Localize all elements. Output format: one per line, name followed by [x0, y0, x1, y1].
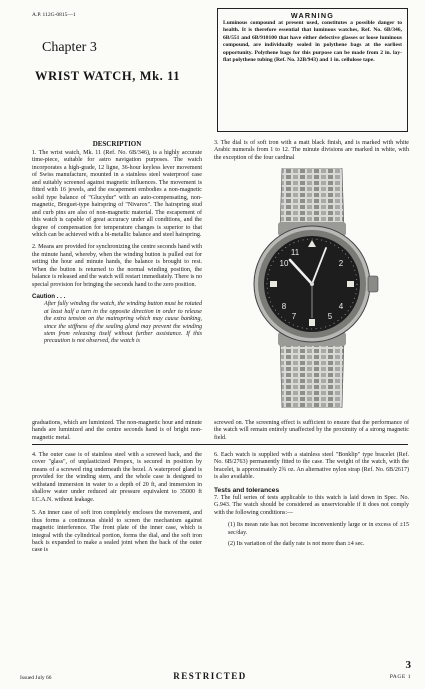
dial-numeral-5: 5	[327, 312, 333, 321]
warning-box	[217, 8, 408, 132]
paragraph-5-continued: screwed on. The screening effect is sufficient to ensure that the performance of the watch will remain entirely unaffected by the proximity of a strong magnetic field.	[214, 420, 409, 441]
paragraph-1: 1. The wrist watch, Mk. 11 (Ref. No. 6B/346), is a highly accurate time-piece, suitable for astro navigation purposes. The watch incorporates a high-grade, 12 ligne, 36-hour keyless lever movement of Swiss manufacture, mounted in a stainless steel waterproof case and suitably screened against magnetic influences. The movement is fitted with 16 jewels, and the escapement embodies a non-magnetic solid type balance of "Glucydur" with an auto-compensating, non-magnetic, Breguet-type hairspring of "Nivarox". The hairspring stud and curb pins are also of non-magnetic material. The escapement of this watch is capable of great accuracy under all conditions, and the degree of compensation for temperature changes is superior to that which can be achieved with a bi-metallic balance and steel hairspring.	[32, 150, 202, 238]
classification-marking: RESTRICTED	[173, 671, 247, 681]
paragraph-6: 6. Each watch is supplied with a stainless steel "Bonklip" type bracelet (Ref. No. 6B/2763) permanently fitted to the case. The weight of the watch, with the bracelet, is approximately 2¾ oz. An alternative nylon strap (Ref. No. 6B/2617) is also available.	[214, 452, 409, 481]
paragraph-3-continued: graduations, which are luminized. The non-magnetic hour and minute hands are luminized and the centre seconds hand is of bright non-magnetic metal.	[32, 420, 202, 441]
dial-numeral-8: 8	[281, 302, 287, 311]
paragraph-5: 5. An inner case of soft iron completely encloses the movement, and thus forms a continuous shield to screen the mechanism against magnetic interference. The front plate of the inner case, which is integral with the cylindrical portion, forms the dial, and the soft iron back is expanded to make a sealed joint when the back of the outer case is	[32, 510, 202, 554]
paragraph-3: 3. The dial is of soft iron with a matt black finish, and is marked with white Arabic numerals from 1 to 12. The minute divisions are marked in white, with the exception of the four cardinal	[214, 140, 409, 161]
dial-numeral-10: 10	[279, 259, 289, 268]
lower-right-column	[214, 452, 409, 549]
dial-numeral-4: 4	[338, 302, 344, 311]
dial-numeral-2: 2	[338, 259, 344, 268]
dial-numeral-11: 11	[290, 248, 300, 257]
page-label: PAGE 1	[389, 674, 411, 680]
caution-heading: Caution . . .	[32, 293, 66, 301]
right-column	[214, 140, 409, 162]
continuation-left	[32, 420, 202, 442]
caution-text: After fully winding the watch, the winding button must be rotated at least half a turn in the opposite direction in order to release the extra tension on the mainspring which may cause banking, since the stiffness of the sealing gland may prevent the winding stem from releasing itself without further assistance. If this precaution is not observed, the watch is	[44, 301, 202, 345]
page-number: 3	[405, 659, 411, 671]
dial-numeral-7: 7	[291, 312, 297, 321]
page-title: WRIST WATCH, Mk. 11	[35, 69, 181, 83]
chapter-label: Chapter 3	[42, 40, 97, 55]
paragraph-4: 4. The outer case is of stainless steel with a screwed back, and the cover "glass", of unplasticized Perspex, is secured in position by means of a screwed ring underneath the bezel. A waterproof gland is provided for the winding stem, and the whole case is designed to withstand immersion in water to a depth of 20 ft, and immersion in shallow water under reduced air pressure equivalent to 35000 ft I.C.A.N. without leakage.	[32, 452, 202, 503]
condition-1: (1) Its mean rate has not become inconveniently large or in excess of ±15 sec/day.	[228, 522, 409, 536]
section-heading: DESCRIPTION	[92, 140, 142, 148]
lower-left-column	[32, 452, 202, 555]
warning-heading: WARNING	[290, 11, 335, 20]
left-column	[32, 140, 202, 346]
condition-2: (2) Its variation of the daily rate is not more than ±4 sec.	[228, 541, 365, 548]
watch-illustration	[222, 168, 402, 408]
tests-heading: Tests and tolerances	[214, 486, 280, 494]
issue-date: Issued July 66	[20, 675, 52, 681]
section-divider	[32, 444, 408, 445]
paragraph-2: 2. Means are provided for synchronizing the centre seconds hand with the minute hand, whereby, when the winding button is pulled out for setting the hour and minute hands, the balance is brought to rest. When the button is returned to the normal winding position, the balance is released and the watch will restart immediately. There is no special provision for bringing the seconds hand to the zero position.	[32, 244, 202, 288]
continuation-right	[214, 420, 409, 442]
paragraph-7: 7. The full series of tests applicable to this watch is laid down in Spec. No. G.943. The watch should be considered as unserviceable if it does not comply with the following conditions:—	[214, 494, 409, 516]
document-reference: A.P. 112G-0815—1	[32, 12, 76, 18]
warning-text: Luminous compound at present used, constitutes a possible danger to health. It is therefore essential that luminous watches, Ref. No. 6B/346, 6B/551 and 6B/910100 that have either defective glasses or loose luminous compound, are individually sealed in polythene bags at the earliest opportunity. Polythene bags for this purpose can be made from 2 in. lay-flat polythene tubing (Ref. No. 32B/943) and 1 in. cellulose tape.	[223, 20, 402, 64]
wrist-watch-image	[222, 168, 402, 408]
